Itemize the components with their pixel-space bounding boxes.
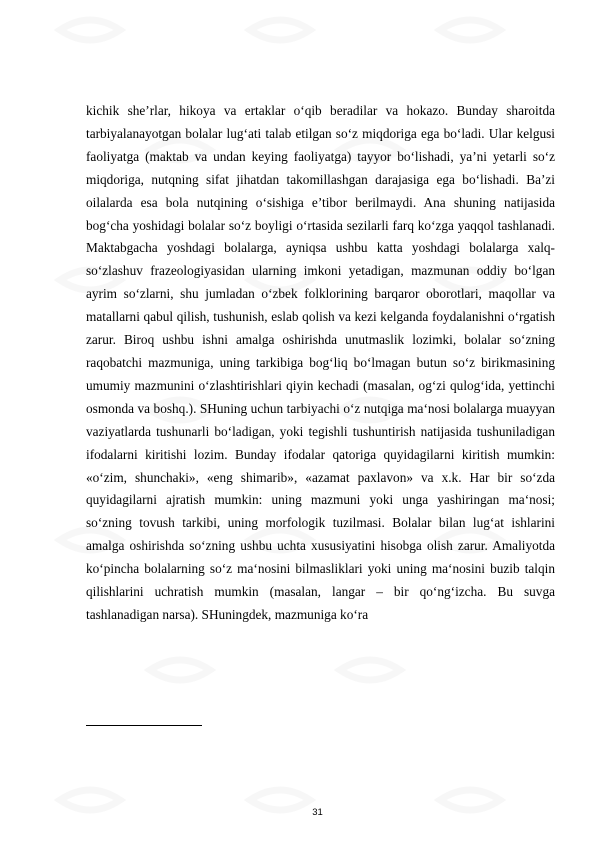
body-paragraph: kichik she’rlar, hikoya va ertaklar o‘qib beradilar va hokazo. Bunday sharoitda tarbiyalanayotgan bolalar lug‘ati talab etilgan so‘z miqdoriga ega bo‘ladi. Ular kelgusi faoliyatga (maktab va undan keying faoliyatga) tayyor bo‘lishadi, ya’ni yetarli so‘z miqdoriga, nutqning sifat jihatdan takomillashgan darajasiga ega bo‘lishadi. Ba’zi oilalarda esa bola nutqining o‘sishiga e’tibor berilmaydi. Ana shuning natijasida bog‘cha yoshidagi bolalar so‘z boyligi o‘rtasida sezilarli farq ko‘zga yaqqol tashlanadi. Maktabgacha yoshdagi bolalarga, ayniqsa ushbu katta yoshdagi bolalarga xalq-so‘zlashuv frazeologiyasidan ularning imkoni yetadigan, mazmunan oddiy bo‘lgan ayrim so‘zlarni, shu jumladan o‘zbek folklorining barqaror oborotlari, maqollar va matallarni qabul qilish, tushunish, eslab qolish va kezi kelganda foydalanishni o‘rgatish zarur. Biroq ushbu ishni amalga oshirishda unutmaslik lozimki, bolalar so‘zning raqobatchi mazmuniga, uning tarkibiga bog‘liq bo‘lmagan butun so‘z birikmasining umumiy mazmunini o‘zlashtirishlari qiyin kechadi (masalan, og‘zi qulog‘ida, yettinchi osmonda va boshq.). SHuning uchun tarbiyachi o‘z nutqiga ma‘nosi bolalarga muayyan vaziyatlarda tushunarli bo‘ladigan, yoki tegishli tushuntirish natijasida tushuniladigan ifodalarni kiritishi lozim. Bunday ifodalar qatoriga quyidagilarni kiritish mumkin: «o‘zim, shunchaki», «eng shimarib», «azamat paxlavon» va x.k. Har bir so‘zda quyidagilarni ajratish mumkin: uning mazmuni yoki unga yashiringan ma‘nosi; so‘zning tovush tarkibi, uning morfologik tuzilmasi. Bolalar bilan lug‘at ishlarini amalga oshirishda so‘zning ushbu uchta xususiyatini hisobga olish zarur. Amaliyotda ko‘pincha bolalarning so‘z ma‘nosini bilmasliklari yoki uning ma‘nosini buzib talqin qilishlarini uchratish mumkin (masalan, langar – bir qo‘ng‘izcha. Bu suvga tashlanadigan narsa). SHuningdek, mazmuniga ko‘ra xyxy=(86,103,555,622)
page-number: 31 xyxy=(312,807,323,818)
footnote-separator xyxy=(86,725,202,726)
